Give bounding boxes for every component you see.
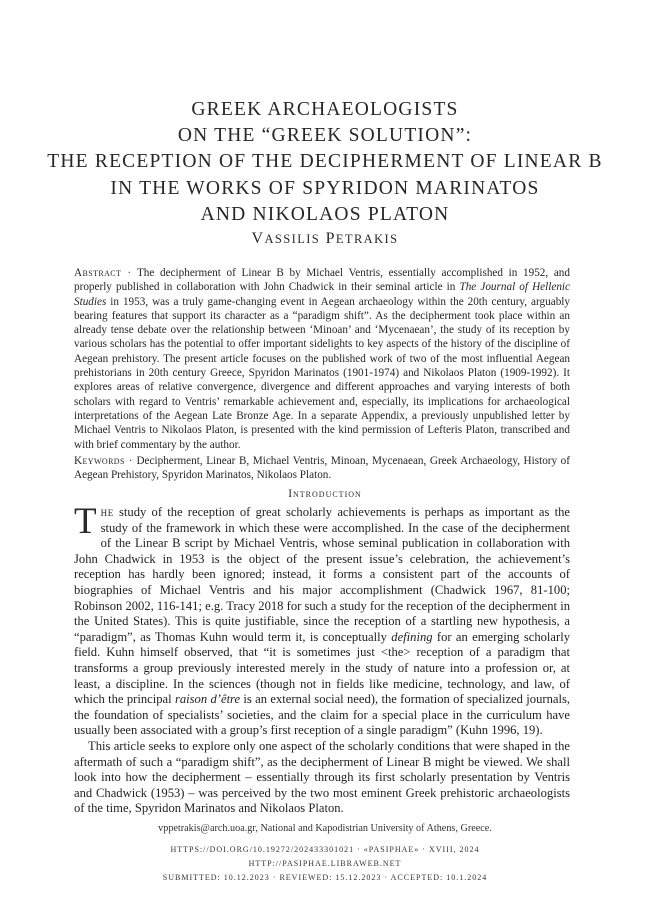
- keywords-text: Decipherment, Linear B, Michael Ventris, Minoan, Mycenaean, Greek Archaeology, History of Aegean Prehistory, Spyridon Marinatos, Nikolaos Platon.: [74, 454, 570, 482]
- title-line: ON THE “GREEK SOLUTION”:: [177, 125, 473, 147]
- article-title: [30, 97, 620, 228]
- title-line: IN THE WORKS OF SPYRIDON MARINATOS: [110, 177, 540, 199]
- abstract-block: [74, 266, 570, 482]
- submission-dates: SUBMITTED: 10.12.2023 · REVIEWED: 15.12.2023 · ACCEPTED: 10.1.2024: [162, 873, 488, 882]
- emphasis-defining: defining: [391, 629, 433, 644]
- author-last-rest: ETRAKIS: [335, 232, 399, 246]
- abstract-paragraph: [74, 266, 570, 452]
- journal-name: The Journal of Hellenic Studies: [74, 281, 570, 308]
- lead-word: he: [100, 505, 114, 519]
- body-text-1b: for an emerging scholarly field. Kuhn himself observed, that “it is sometimes just <the> reception of a paradigm that transforms a group previously interested merely in the study of nature into a profession or, at least, a discipline. In the sciences (though not in fields like medicine, technology, and law, of which the principal: [74, 629, 570, 707]
- keywords-label: Keywords ·: [74, 454, 133, 467]
- title-line: GREEK ARCHAEOLOGISTS: [191, 99, 459, 120]
- body-paragraph: This article seeks to explore only one aspect of the scholarly conditions that were shaped in the aftermath of such a “paradigm shift”, as the decipherment of Linear B might be viewed. We shall look into how the decipherment – essentially through its first scholarly presentation by Ventris and Chadwick (1953) – was perceived by the two most eminent Greek prehistoric archaeologists of the time, Spyridon Marinatos and Nikolaos Platon.: [74, 738, 570, 816]
- author-last-initial: P: [325, 230, 336, 247]
- author-affiliation: vppetrakis@arch.uoa.gr, National and Kapodistrian University of Athens, Greece.: [158, 823, 492, 834]
- body-text-1c: is an external social need), the formation of specialized journals, the foundation of specialists’ societies, and the claim for a special place in the curriculum have usually been associated with a group’s first reception of a single paradigm” (Kuhn 1996, 19).: [74, 692, 571, 738]
- section-heading: Introduction: [288, 488, 362, 500]
- emphasis-raison: raison d’être: [174, 692, 241, 707]
- article-body: [74, 501, 571, 817]
- body-paragraph: [74, 501, 571, 739]
- title-line: AND NIKOLAOS PLATON: [200, 203, 450, 225]
- author-first-rest: ASSILIS: [264, 232, 321, 246]
- keywords-paragraph: [74, 454, 570, 483]
- abstract-label: Abstract ·: [74, 267, 132, 279]
- title-line: THE RECEPTION OF THE DECIPHERMENT OF LINEAR B: [47, 151, 603, 173]
- drop-cap: T: [74, 501, 97, 542]
- author-name: [0, 230, 650, 248]
- body-text-1a: study of the reception of great scholarly achievements is perhaps as important as the study of the framework in which these were accomplished. In the case of the decipherment of the Linear B script by Michael Ventris, whose seminal publication in collaboration with John Chadwick in 1953 is the object of the present issue’s celebration, the achievement’s reception has hardly been ignored; instead, it forms a consistent part of the accounts of biographies of Michael Ventris and his major accomplishment (Chadwick 1967, 81-100; Robinson 2002, 116-141; e.g. Tracy 2018 for such a study for the reception of the decipherment in the United States). This is quite justifiable, since the reception of a startling new hypothesis, a “paradigm”, as Thomas Kuhn would term it, is conceptually: [74, 505, 570, 644]
- abstract-text-2: in 1953, was a truly game-changing event in Aegean archaeology within the 20th century, arguably bearing features that support its character as a “paradigm shift”. As the decipherment took place within an already tense debate over the relationship between ‘Minoan’ and ‘Mycenaean’, the study of its reception by various scholars has the potential to offer important sidelights to key aspects of the history of the discipline of Aegean prehistory. The present article focuses on the published work of two of the most influential Aegean prehistorians in 20th century Greece, Spyridon Marinatos (1901-1974) and Nikolaos Platon (1909-1992). It explores areas of relative convergence, divergence and different approaches and varying interests of both scholars with regard to Ventris’ remarkable achievement and, especially, its implications for archaeological interpretations of the Aegean Late Bronze Age. In a separate Appendix, a previously unpublished letter by Michael Ventris to Nikolaos Platon, is presented with the kind permission of Lefteris Platon, transcribed and with brief commentary by the author.: [74, 295, 570, 451]
- abstract-text-1: The decipherment of Linear B by Michael Ventris, essentially accomplished in 1952, and properly published in collaboration with John Chadwick in their seminal article in: [74, 267, 570, 294]
- author-first-initial: V: [251, 230, 265, 247]
- doi-line: HTTPS://DOI.ORG/10.19272/202433301021 · «PASIPHAE» · XVIII, 2024: [170, 845, 480, 854]
- journal-url: HTTP://PASIPHAE.LIBRAWEB.NET: [248, 859, 402, 868]
